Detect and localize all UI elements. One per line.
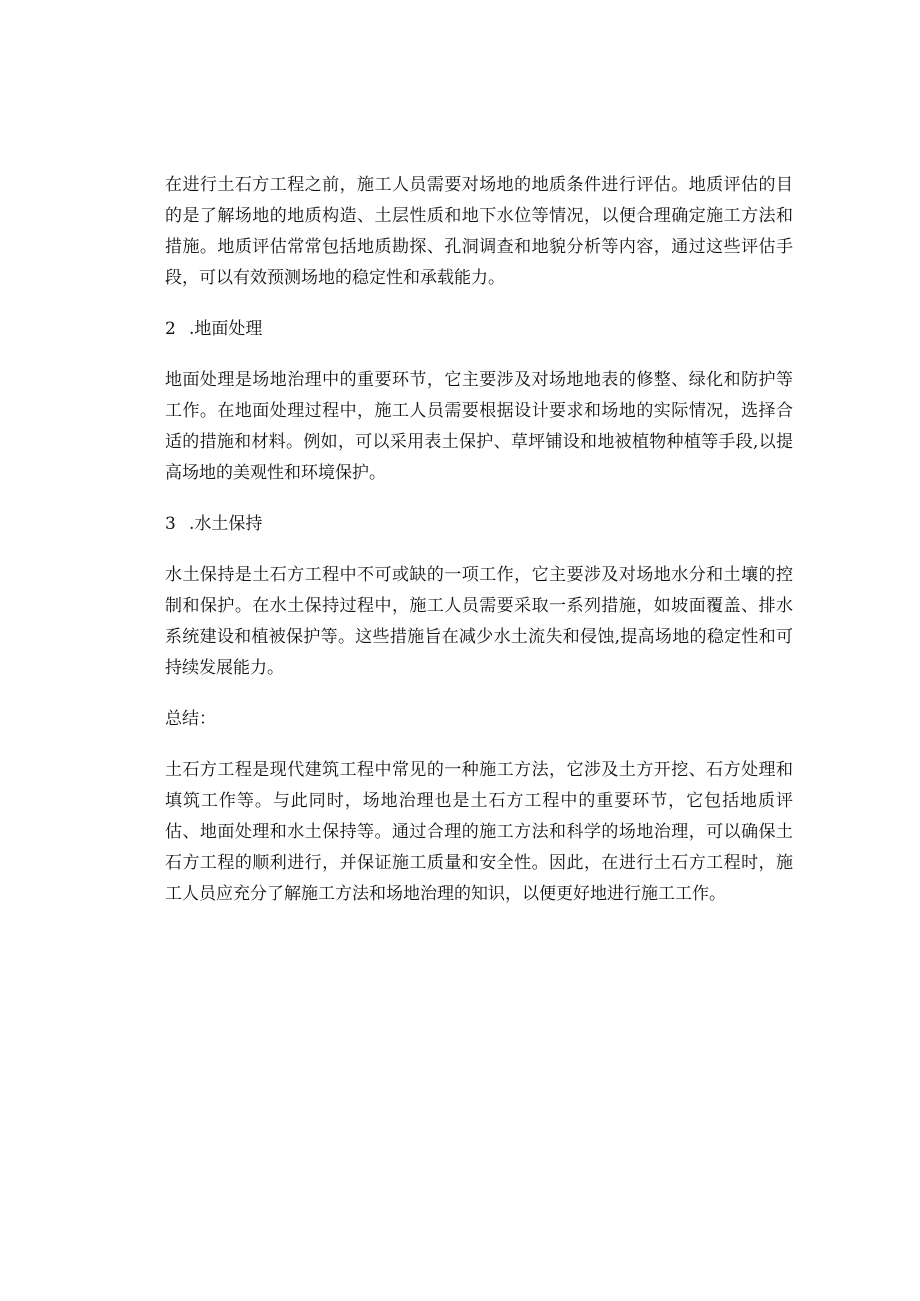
section-title: .水土保持 [189,514,263,534]
paragraph-water-soil-conservation: 水土保持是土石方工程中不可或缺的一项工作，它主要涉及对场地水分和土壤的控制和保护。在水土保持过程中，施工人员需要采取一系列措施，如坡面覆盖、排水系统建设和植被保护等。这些措施旨在减少水土流失和侵蚀,提高场地的稳定性和可持续发展能力。 [165,565,793,678]
section-title: .地面处理 [189,319,263,339]
section-heading-ground-treatment [165,314,793,345]
summary-label: 总结： [165,709,216,729]
paragraph-summary: 土石方工程是现代建筑工程中常见的一种施工方法，它涉及土方开挖、石方处理和填筑工作等。与此同时，场地治理也是土石方工程中的重要环节，它包括地质评估、地面处理和水土保持等。通过合理的施工方法和科学的场地治理，可以确保土石方工程的顺利进行，并保证施工质量和安全性。因此，在进行土石方工程时，施工人员应充分了解施工方法和场地治理的知识，以便更好地进行施工工作。 [165,760,793,904]
section-number: 3 [165,514,176,534]
section-number: 2 [165,319,176,339]
paragraph-geological-evaluation: 在进行土石方工程之前，施工人员需要对场地的地质条件进行评估。地质评估的目的是了解场地的地质构造、土层性质和地下水位等情况，以便合理确定施工方法和措施。地质评估常常包括地质勘探、孔洞调查和地貌分析等内容，通过这些评估手段，可以有效预测场地的稳定性和承载能力。 [165,175,793,288]
paragraph-ground-treatment: 地面处理是场地治理中的重要环节，它主要涉及对场地地表的修整、绿化和防护等工作。在地面处理过程中，施工人员需要根据设计要求和场地的实际情况，选择合适的措施和材料。例如，可以采用表土保护、草坪铺设和地被植物种植等手段,以提高场地的美观性和环境保护。 [165,370,793,483]
section-heading-water-soil [165,509,793,540]
document-body [165,170,793,930]
